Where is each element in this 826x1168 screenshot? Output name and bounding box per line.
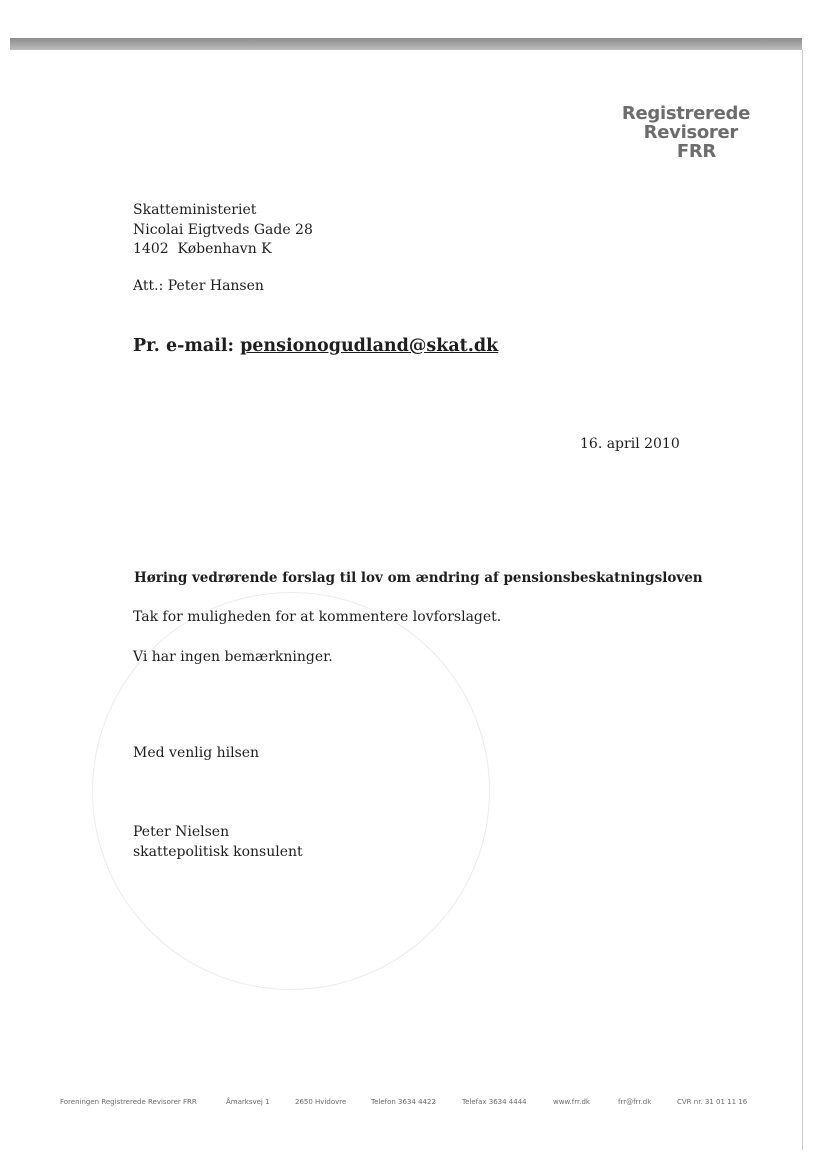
recipient-street: Nicolai Eigtveds Gade 28 [133, 221, 313, 238]
logo-line-3: FRR [676, 141, 716, 162]
body-paragraph: Tak for muligheden for at kommentere lovforslaget. [133, 609, 502, 625]
footer-web: www.frr.dk [553, 1098, 590, 1106]
footer-phone: Telefon 3634 4422 [371, 1098, 436, 1106]
logo-line-1: Registrerede [621, 103, 750, 124]
email-address-link[interactable]: pensionogudland@skat.dk [240, 336, 499, 356]
footer-fax: Telefax 3634 4444 [462, 1098, 527, 1106]
letter-date: 16. april 2010 [580, 436, 680, 452]
footer-email: frr@frr.dk [618, 1098, 652, 1106]
footer-org: Foreningen Registrerede Revisorer FRR [60, 1098, 197, 1106]
letter-subject: Høring vedrørende forslag til lov om ændring af pensionsbeskatningsloven [134, 570, 703, 586]
signer-title: skattepolitisk konsulent [133, 843, 303, 860]
email-line [133, 336, 498, 356]
email-label: Pr. e-mail: [133, 336, 234, 356]
attention-line: Att.: Peter Hansen [133, 278, 264, 294]
page-edge-line [802, 50, 803, 1150]
signature-block [133, 823, 303, 862]
closing-greeting: Med venlig hilsen [133, 745, 260, 761]
body-paragraph: Vi har ingen bemærkninger. [133, 649, 333, 665]
recipient-name: Skatteministeriet [133, 202, 257, 218]
top-header-bar [10, 38, 802, 50]
signer-name: Peter Nielsen [133, 824, 230, 840]
recipient-address [133, 201, 313, 260]
logo-line-2: Revisorer [643, 122, 738, 143]
frr-logo [622, 104, 750, 161]
footer-city: 2650 Hvidovre [295, 1098, 347, 1106]
footer-cvr: CVR nr. 31 01 11 16 [677, 1098, 748, 1106]
footer-street: Åmarksvej 1 [226, 1098, 270, 1106]
recipient-city: 1402 København K [133, 241, 272, 257]
